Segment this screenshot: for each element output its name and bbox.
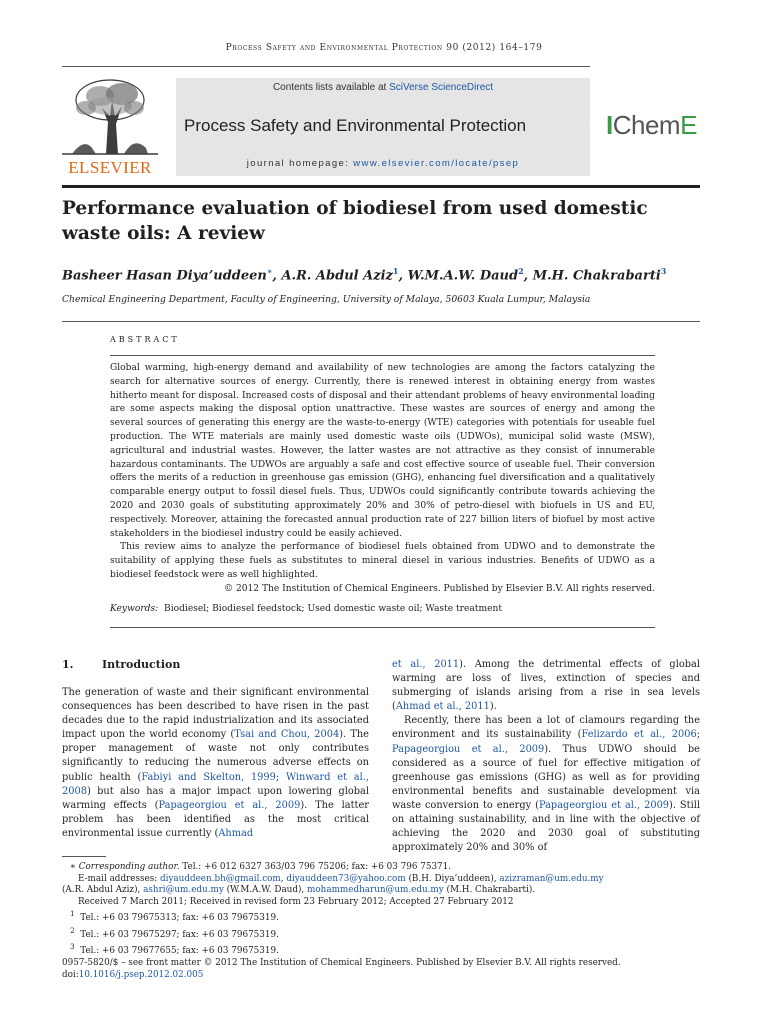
- email-link[interactable]: diyauddeen.bh@gmail.com: [160, 873, 281, 884]
- keywords: [110, 604, 655, 614]
- author-list: Basheer Hasan Diya’uddeen∗, A.R. Abdul Aziz$^1$, W.M.A.W. Daud$^2$, M.H. Chakrabarti$^3$: [62, 266, 667, 284]
- citation-link[interactable]: Papageorgiou et al., 2009: [538, 799, 670, 811]
- elsevier-wordmark: ELSEVIER: [68, 158, 152, 177]
- abstract-bottom-rule: [110, 627, 655, 628]
- body-column-left: [62, 686, 369, 841]
- author-mark[interactable]: 3: [660, 266, 667, 276]
- journal-banner: [176, 78, 590, 176]
- email-addresses: E-mail addresses: diyauddeen.bh@gmail.com, diyauddeen73@yahoo.com (B.H. Diya’uddeen), azizraman@um.edu.my: [78, 873, 604, 884]
- masthead-rule: [62, 185, 700, 188]
- abstract-body: [110, 362, 655, 583]
- homepage-link[interactable]: www.elsevier.com/locate/psep: [353, 158, 520, 169]
- citation-link[interactable]: Fabiyi and Skelton, 1999: [141, 771, 276, 783]
- author-name: Basheer Hasan Diya’uddeen: [62, 268, 267, 284]
- citation-link[interactable]: Tsai and Chou, 2004: [234, 729, 340, 741]
- author-mark[interactable]: 1: [392, 266, 399, 276]
- author-mark[interactable]: 2: [518, 266, 524, 276]
- footnotes: [62, 862, 702, 981]
- author-footnote: $^2$ Tel.: +6 03 79675297; fax: +6 03 79675319.: [70, 925, 279, 940]
- abstract-paragraph: This review aims to analyze the performance of biodiesel fuels obtained from UDWO and to demonstrate the suitability of applying these fuels as substitutes to mineral diesel in various industries. Benefits of UDWO as a biodiesel feedstock were as well highlighted.: [110, 542, 655, 580]
- journal-homepage: journal homepage: www.elsevier.com/locate/psep: [246, 158, 520, 169]
- author-footnote: $^3$ Tel.: +6 03 79677655; fax: +6 03 79675319.: [70, 942, 279, 957]
- email-link[interactable]: azizraman@um.edu.my: [499, 873, 604, 884]
- email-addresses-cont: (A.R. Abdul Aziz), ashri@um.edu.my (W.M.A.W. Daud), mohammedharun@um.edu.my (M.H. Chakrabarti).: [62, 885, 536, 896]
- body-paragraph: et al., 2011). Among the detrimental effects of global warming are loss of lives, extinction of species and submerging of islands arising from a rise in sea levels (Ahmad et al., 2011).: [392, 659, 700, 713]
- author-name: A.R. Abdul Aziz: [281, 268, 393, 284]
- article-title: Performance evaluation of biodiesel from used domestic waste oils: A review: [62, 198, 648, 244]
- elsevier-logo: [62, 78, 158, 178]
- citation-link[interactable]: Felizardo et al., 2006: [581, 729, 697, 741]
- citation-link[interactable]: Ahmad et al., 2011: [395, 701, 490, 713]
- contents-line: Contents lists available at SciVerse ScienceDirect: [272, 82, 494, 93]
- abstract-copyright: © 2012 The Institution of Chemical Engineers. Published by Elsevier B.V. All rights reserved.: [223, 584, 655, 594]
- citation-link[interactable]: Winward et al., 2008: [62, 771, 369, 797]
- abstract-heading: ABSTRACT: [110, 335, 180, 344]
- email-link[interactable]: ashri@um.edu.my: [143, 885, 224, 896]
- body-paragraph: Recently, there has been a lot of clamours regarding the environment and its sustainability (Felizardo et al., 2006; Papageorgiou et al., 2009). Thus UDWO should be considered as a source of fuel for effective mitigation of greenhouse gas emissions (GHG) as well as for providing environmental benefits and sustainable development via waste conversion to energy (Papageorgiou et al., 2009). Still on attaining sustainability, and in line with the objective of achieving the 2020 and 2030 goal of substituting approximately 20% and 30% of: [392, 715, 700, 854]
- sciencedirect-link[interactable]: SciVerse ScienceDirect: [389, 82, 494, 93]
- section-number: 1.: [62, 658, 74, 671]
- running-head: Process Safety and Environmental Protection 90 (2012) 164–179: [225, 43, 543, 53]
- email-link[interactable]: mohammedharun@um.edu.my: [307, 885, 444, 896]
- abstract-paragraph: Global warming, high-energy demand and availability of new technologies are among the factors catalyzing the search for alternative sources of energy. Currently, there is renewed interest in obtaining energy from wastes hitherto meant for disposal. Increased costs of disposal and their attendant problems of heavy environmental loading are some aspects making the disposal option unattractive. These wastes are sources of energy and among the several sources of generating this energy are the waste-to-energy (WTE) categories with potentials for useable fuel production. The WTE materials are mainly used domestic waste oils (UDWOs), municipal solid waste (MSW), agricultural and industrial wastes. However, the latter wastes are not attractive as they consist of innumerable hazardous contaminants. The UDWOs are arguably a safe and cost effective source of useable fuel. Their conversion offers the merits of a reduction in greenhouse gas emission (GHG), enhancing fuel diversification and a qualitatively comparable energy output to fossil diesel fuels. Thus, UDWOs could significantly contribute towards achieving the 2020 and 2030 goals of substituting approximately 20% and 30% of petro-diesel with biofuels in US and EU, respectively. Moreover, attaining the forecasted annual production rate of 227 billion liters of biofuel by most active stakeholders in the biodiesel industry could be easily achieved.: [110, 363, 655, 539]
- header-rule: [62, 66, 590, 67]
- journal-title: Process Safety and Environmental Protection: [184, 116, 527, 135]
- citation-link[interactable]: Ahmad: [218, 827, 254, 839]
- author-name: M.H. Chakrabarti: [532, 268, 661, 284]
- section-title: Introduction: [102, 658, 181, 671]
- author-footnote: $^1$ Tel.: +6 03 79675313; fax: +6 03 79675319.: [70, 909, 279, 924]
- email-link[interactable]: diyauddeen73@yahoo.com: [286, 873, 406, 884]
- author-mark[interactable]: ∗: [266, 266, 273, 276]
- citation-link[interactable]: Papageorgiou et al., 2009: [392, 743, 545, 755]
- icheme-logo: IChemE: [606, 110, 697, 140]
- received-dates: Received 7 March 2011; Received in revised form 23 February 2012; Accepted 27 February 2012: [78, 896, 514, 907]
- affiliation: Chemical Engineering Department, Faculty of Engineering, University of Malaya, 50603 Kuala Lumpur, Malaysia: [62, 294, 591, 305]
- doi-link[interactable]: 10.1016/j.psep.2012.02.005: [78, 969, 204, 980]
- keywords-label: Keywords:: [110, 604, 159, 614]
- body-paragraph: The generation of waste and their significant environmental consequences has been described to have risen in the past decades due to the rapid industrialization and its associated impact upon the world economy (Tsai and Chou, 2004). The proper management of waste not only contributes significantly to reducing the numerous adverse effects on public health (Fabiyi and Skelton, 1999; Winward et al., 2008) but also has a major impact upon lowering global warming effects (Papageorgiou et al., 2009). The latter problem has been identified as the most critical environmental issue currently (Ahmad: [62, 687, 369, 839]
- author-name: W.M.A.W. Daud: [407, 268, 519, 284]
- doi-line: doi:10.1016/j.psep.2012.02.005: [62, 969, 204, 980]
- citation-link[interactable]: et al., 2011: [392, 659, 460, 670]
- elsevier-tree-logo-icon: [62, 78, 158, 156]
- footnote-rule: [62, 856, 106, 857]
- keywords-list: Biodiesel; Biodiesel feedstock; Used domestic waste oil; Waste treatment: [164, 604, 502, 614]
- issn-line: 0957-5820/$ – see front matter © 2012 The Institution of Chemical Engineers. Published by Elsevier B.V. All rights reserved.: [62, 957, 621, 968]
- section-heading: [62, 658, 180, 671]
- corresponding-author-note: ∗ Corresponding author. Tel.: +6 012 6327 363/03 796 75206; fax: +6 03 796 75371.: [70, 862, 452, 872]
- citation-link[interactable]: Papageorgiou et al., 2009: [158, 799, 301, 811]
- abstract-top-rule: [62, 321, 700, 322]
- abstract-heading-rule: [110, 355, 655, 356]
- body-column-right: [392, 658, 700, 855]
